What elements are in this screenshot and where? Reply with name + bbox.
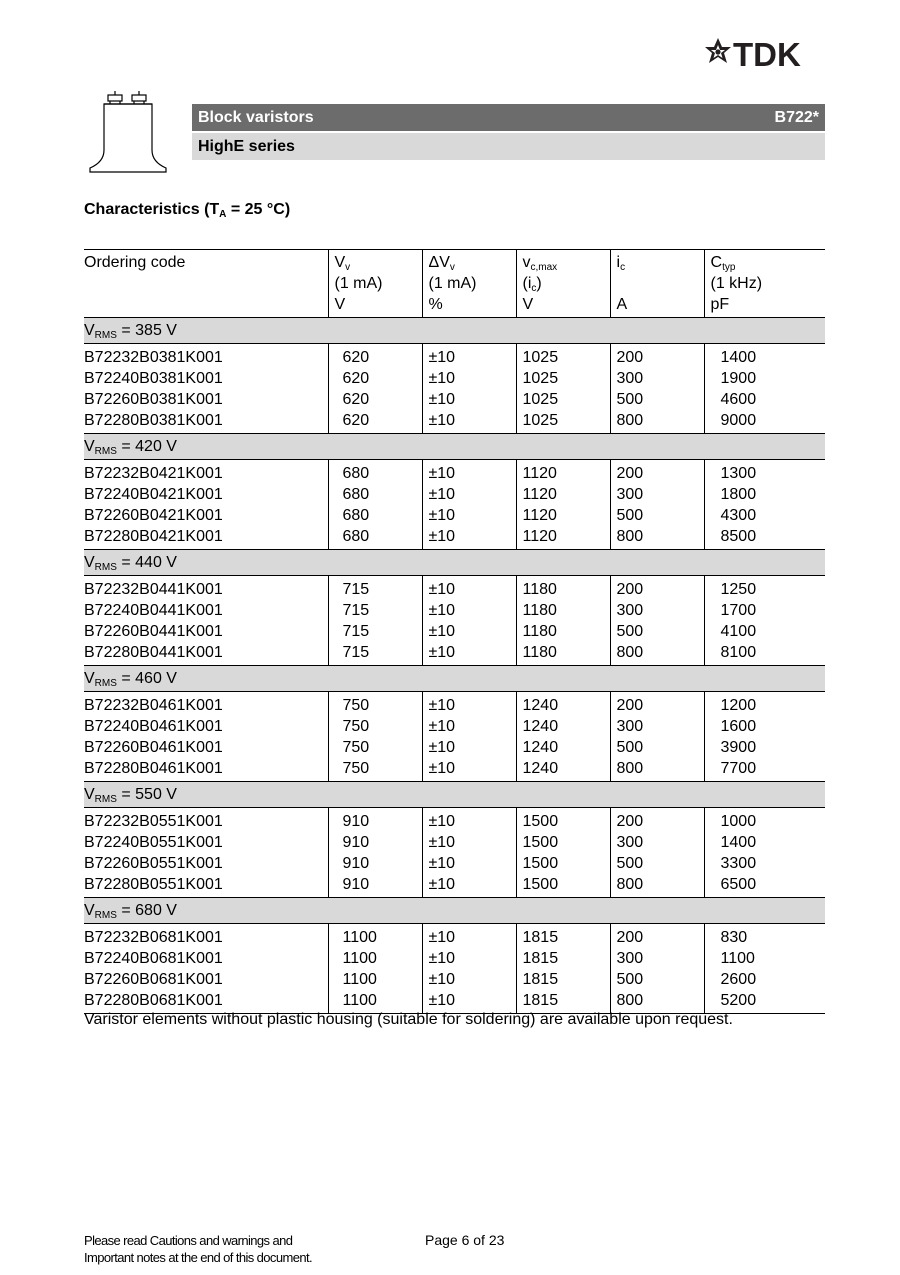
- table-cell: 910: [328, 832, 422, 853]
- table-cell: B72240B0551K001: [84, 834, 223, 851]
- page-number: Page 6 of 23: [425, 1232, 505, 1248]
- group-label: $V_{RMS} = 385$ V: [84, 318, 825, 344]
- table-cell: 1240: [516, 716, 610, 737]
- table-cell: 6500: [704, 874, 825, 898]
- table-cell: 1500: [516, 832, 610, 853]
- group-row: [84, 666, 825, 692]
- group-row: [84, 898, 825, 924]
- table-cell: 8100: [704, 642, 825, 666]
- table-cell: 1180: [516, 600, 610, 621]
- table-cell: ±10: [422, 737, 516, 758]
- table-row: [84, 832, 825, 853]
- table-cell: B72280B0381K001: [84, 410, 328, 434]
- table-row: [84, 924, 825, 949]
- table-cell: 715: [328, 621, 422, 642]
- table-row: [84, 576, 825, 601]
- group-row: [84, 434, 825, 460]
- table-cell: 800: [610, 410, 704, 434]
- table-cell: 200: [610, 692, 704, 717]
- table-cell: 1400: [704, 832, 825, 853]
- series-banner: [192, 133, 825, 160]
- table-cell: B72260B0381K001: [84, 391, 223, 408]
- table-cell: ±10: [422, 832, 516, 853]
- table-cell: B72232B0461K001: [84, 697, 223, 714]
- table-cell: 1100: [328, 924, 422, 949]
- table-cell: 5200: [704, 990, 825, 1014]
- table-row: [84, 460, 825, 485]
- table-cell: 1500: [516, 874, 610, 898]
- table-cell: B72232B0421K001: [84, 465, 223, 482]
- col-header-ic: $i_c$ A: [610, 250, 704, 318]
- table-cell: 1240: [516, 758, 610, 782]
- table-row: [84, 344, 825, 369]
- table-cell: 620: [328, 389, 422, 410]
- product-family-banner: [192, 104, 825, 131]
- table-header-row: [84, 250, 825, 318]
- table-cell: 620: [328, 344, 422, 369]
- table-row: [84, 716, 825, 737]
- table-cell: 800: [610, 642, 704, 666]
- table-cell: 910: [328, 853, 422, 874]
- table-cell: ±10: [422, 600, 516, 621]
- col-header-ordering-code: Ordering code: [84, 250, 328, 318]
- table-cell: 300: [610, 484, 704, 505]
- table-cell: B72232B0441K001: [84, 581, 223, 598]
- table-cell: 1900: [704, 368, 825, 389]
- group-row: [84, 550, 825, 576]
- table-cell: 620: [328, 410, 422, 434]
- table-cell: 1500: [516, 808, 610, 833]
- series-name: HighE series: [198, 138, 295, 155]
- table-cell: 1200: [704, 692, 825, 717]
- table-cell: 1180: [516, 621, 610, 642]
- table-cell: 1120: [516, 460, 610, 485]
- table-row: [84, 737, 825, 758]
- table-cell: 910: [328, 808, 422, 833]
- table-cell: ±10: [422, 808, 516, 833]
- table-cell: B72260B0441K001: [84, 623, 223, 640]
- table-row: [84, 948, 825, 969]
- table-cell: 200: [610, 924, 704, 949]
- table-cell: ±10: [422, 526, 516, 550]
- table-cell: B72280B0551K001: [84, 874, 328, 898]
- table-cell: 680: [328, 460, 422, 485]
- table-cell: 500: [610, 853, 704, 874]
- table-cell: 300: [610, 948, 704, 969]
- table-cell: 9000: [704, 410, 825, 434]
- table-row: [84, 692, 825, 717]
- group-label: $V_{RMS} = 460$ V: [84, 666, 825, 692]
- table-cell: 300: [610, 832, 704, 853]
- table-cell: 200: [610, 808, 704, 833]
- table-row: [84, 526, 825, 550]
- table-row: [84, 642, 825, 666]
- table-cell: ±10: [422, 368, 516, 389]
- table-cell: 1250: [704, 576, 825, 601]
- table-row: [84, 484, 825, 505]
- table-cell: ±10: [422, 642, 516, 666]
- table-cell: 500: [610, 505, 704, 526]
- table-cell: ±10: [422, 853, 516, 874]
- table-cell: 1815: [516, 990, 610, 1014]
- table-cell: ±10: [422, 484, 516, 505]
- table-cell: ±10: [422, 344, 516, 369]
- table-cell: 1180: [516, 576, 610, 601]
- table-cell: 3900: [704, 737, 825, 758]
- group-label: $V_{RMS} = 680$ V: [84, 898, 825, 924]
- table-cell: 750: [328, 758, 422, 782]
- table-cell: 1600: [704, 716, 825, 737]
- table-row: [84, 758, 825, 782]
- footer-caution: Please read Cautions and warnings and Important notes at the end of this document.: [84, 1233, 312, 1265]
- table-row: [84, 505, 825, 526]
- table-row: [84, 808, 825, 833]
- table-cell: 300: [610, 368, 704, 389]
- table-cell: ±10: [422, 410, 516, 434]
- table-cell: 1815: [516, 924, 610, 949]
- table-cell: 500: [610, 737, 704, 758]
- table-cell: B72260B0551K001: [84, 855, 223, 872]
- table-cell: 1120: [516, 484, 610, 505]
- varistor-drawing: [86, 90, 170, 176]
- table-cell: ±10: [422, 389, 516, 410]
- group-row: [84, 782, 825, 808]
- table-cell: ±10: [422, 874, 516, 898]
- table-cell: 1025: [516, 410, 610, 434]
- table-cell: 1025: [516, 344, 610, 369]
- table-cell: 680: [328, 505, 422, 526]
- table-cell: ±10: [422, 758, 516, 782]
- table-cell: 500: [610, 389, 704, 410]
- table-cell: 200: [610, 576, 704, 601]
- table-cell: ±10: [422, 692, 516, 717]
- table-cell: 680: [328, 526, 422, 550]
- table-cell: B72240B0461K001: [84, 718, 223, 735]
- table-cell: 800: [610, 526, 704, 550]
- table-cell: 1025: [516, 368, 610, 389]
- table-cell: 620: [328, 368, 422, 389]
- table-cell: ±10: [422, 990, 516, 1014]
- table-cell: B72280B0421K001: [84, 526, 328, 550]
- table-cell: 7700: [704, 758, 825, 782]
- availability-note: Varistor elements without plastic housing (suitable for soldering) are available upon request.: [84, 1011, 733, 1028]
- table-cell: 1100: [704, 948, 825, 969]
- table-row: [84, 969, 825, 990]
- table-cell: 1180: [516, 642, 610, 666]
- group-label: $V_{RMS} = 550$ V: [84, 782, 825, 808]
- table-cell: 1700: [704, 600, 825, 621]
- col-header-delta-vv: $\Delta V_v$ (1 mA) %: [422, 250, 516, 318]
- table-row: [84, 621, 825, 642]
- table-cell: B72280B0441K001: [84, 642, 328, 666]
- table-cell: ±10: [422, 460, 516, 485]
- table-cell: 200: [610, 344, 704, 369]
- table-cell: 1240: [516, 692, 610, 717]
- table-cell: 800: [610, 758, 704, 782]
- table-cell: 1100: [328, 969, 422, 990]
- table-row: [84, 389, 825, 410]
- table-cell: 1025: [516, 389, 610, 410]
- table-cell: 750: [328, 737, 422, 758]
- table-cell: 1100: [328, 948, 422, 969]
- table-cell: 4600: [704, 389, 825, 410]
- table-row: [84, 600, 825, 621]
- table-cell: 2600: [704, 969, 825, 990]
- table-cell: B72232B0551K001: [84, 813, 223, 830]
- table-cell: 1000: [704, 808, 825, 833]
- table-cell: 715: [328, 600, 422, 621]
- col-header-vc-max: $v_{c,max}$ $(i_c)$ V: [516, 250, 610, 318]
- table-cell: 200: [610, 460, 704, 485]
- col-header-vv: $V_v$ (1 mA) V: [328, 250, 422, 318]
- table-row: [84, 874, 825, 898]
- table-cell: 750: [328, 692, 422, 717]
- table-cell: B72260B0461K001: [84, 739, 223, 756]
- table-cell: 1120: [516, 526, 610, 550]
- table-cell: 4300: [704, 505, 825, 526]
- table-cell: B72260B0421K001: [84, 507, 223, 524]
- table-row: [84, 990, 825, 1014]
- table-row: [84, 853, 825, 874]
- table-cell: 800: [610, 874, 704, 898]
- table-cell: B72240B0421K001: [84, 486, 223, 503]
- table-cell: 800: [610, 990, 704, 1014]
- table-cell: 1400: [704, 344, 825, 369]
- table-cell: 1240: [516, 737, 610, 758]
- table-cell: ±10: [422, 505, 516, 526]
- product-family: Block varistors: [198, 109, 314, 126]
- table-cell: 715: [328, 642, 422, 666]
- table-cell: 1815: [516, 969, 610, 990]
- table-cell: B72260B0681K001: [84, 971, 223, 988]
- table-cell: 910: [328, 874, 422, 898]
- table-cell: 1300: [704, 460, 825, 485]
- characteristics-table: [84, 249, 825, 1014]
- svg-text:TDK: TDK: [733, 36, 801, 70]
- table-cell: B72240B0681K001: [84, 950, 223, 967]
- table-cell: 1800: [704, 484, 825, 505]
- table-cell: B72280B0681K001: [84, 990, 328, 1014]
- table-row: [84, 368, 825, 389]
- table-cell: 300: [610, 600, 704, 621]
- table-cell: ±10: [422, 924, 516, 949]
- table-cell: 1500: [516, 853, 610, 874]
- table-cell: B72240B0381K001: [84, 370, 223, 387]
- table-cell: 680: [328, 484, 422, 505]
- table-cell: 1120: [516, 505, 610, 526]
- group-label: $V_{RMS} = 420$ V: [84, 434, 825, 460]
- table-cell: 3300: [704, 853, 825, 874]
- table-cell: 750: [328, 716, 422, 737]
- table-cell: B72232B0681K001: [84, 929, 223, 946]
- col-header-ctyp: $C_{typ}$ (1 kHz) pF: [704, 250, 825, 318]
- table-cell: ±10: [422, 716, 516, 737]
- table-cell: 830: [704, 924, 825, 949]
- table-cell: ±10: [422, 948, 516, 969]
- table-cell: 1100: [328, 990, 422, 1014]
- table-cell: 4100: [704, 621, 825, 642]
- table-cell: 8500: [704, 526, 825, 550]
- table-row: [84, 410, 825, 434]
- table-cell: 715: [328, 576, 422, 601]
- table-cell: 500: [610, 621, 704, 642]
- tdk-logo: [703, 36, 828, 70]
- table-cell: 500: [610, 969, 704, 990]
- table-cell: B72240B0441K001: [84, 602, 223, 619]
- table-cell: 300: [610, 716, 704, 737]
- group-row: [84, 318, 825, 344]
- section-title: Characteristics ($T_A = 25$ °C): [84, 201, 291, 220]
- table-cell: ±10: [422, 969, 516, 990]
- part-code: B722*: [774, 109, 819, 126]
- table-cell: 1815: [516, 948, 610, 969]
- table-cell: ±10: [422, 576, 516, 601]
- table-cell: ±10: [422, 621, 516, 642]
- group-label: $V_{RMS} = 440$ V: [84, 550, 825, 576]
- table-cell: B72232B0381K001: [84, 349, 223, 366]
- table-cell: B72280B0461K001: [84, 758, 328, 782]
